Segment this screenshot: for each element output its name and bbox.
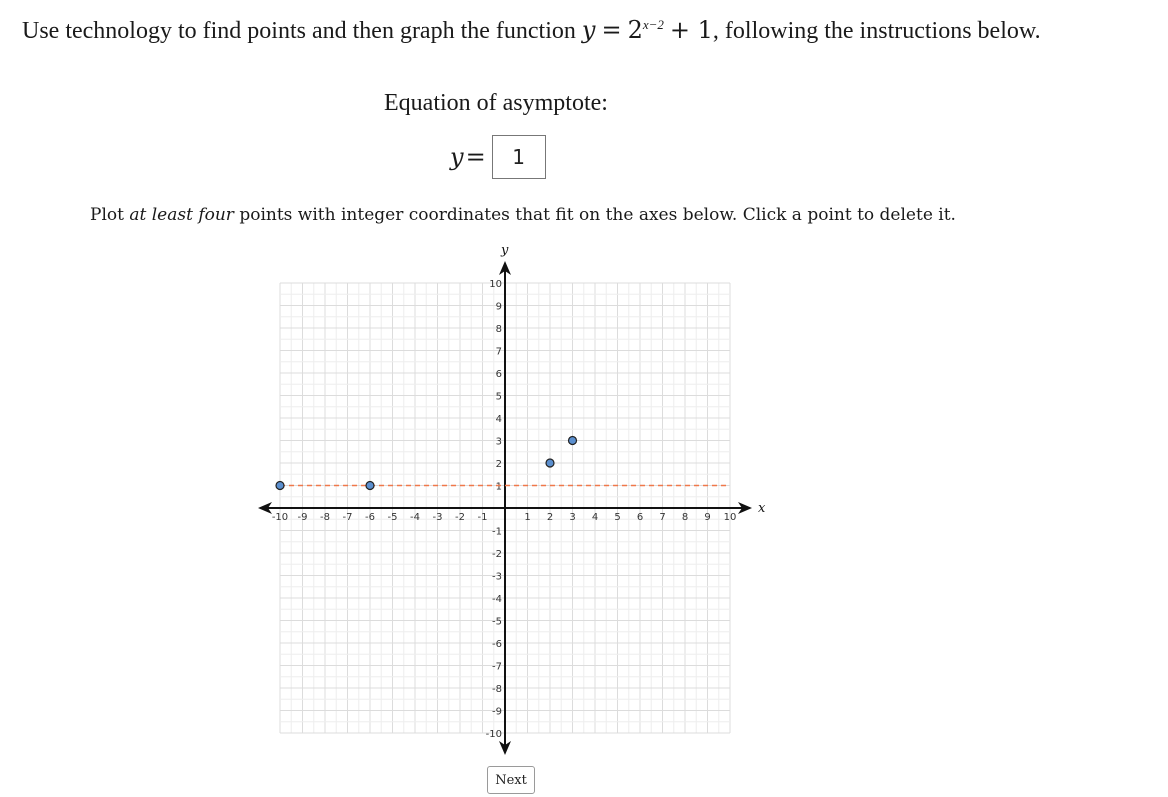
equation-base: 2 <box>627 16 643 44</box>
x-tick-label: -4 <box>410 512 420 523</box>
y-tick-label: -1 <box>492 526 502 538</box>
asymptote-var: y <box>450 143 464 171</box>
coordinate-graph[interactable] <box>250 240 780 760</box>
plot-instructions <box>90 205 956 225</box>
plotted-point[interactable] <box>366 482 374 490</box>
y-tick-label: 8 <box>495 324 502 335</box>
y-tick-label: 4 <box>495 414 502 425</box>
x-tick-label: 4 <box>591 512 599 523</box>
y-tick-label: 1 <box>495 481 502 493</box>
x-tick-label: 1 <box>524 512 531 523</box>
x-tick-label: -3 <box>432 512 443 523</box>
x-axis-label: x <box>758 501 766 516</box>
equation-equals: = <box>601 16 622 44</box>
question-suffix: , following the instructions below. <box>712 18 1041 44</box>
next-button[interactable]: Next <box>487 766 535 794</box>
y-tick-label: -4 <box>492 594 502 605</box>
equation-y: y <box>581 16 596 44</box>
x-tick-label: 8 <box>681 512 689 523</box>
y-tick-label: 9 <box>495 301 502 313</box>
asymptote-equals: = <box>465 143 486 171</box>
x-tick-label: 6 <box>636 512 644 523</box>
plotted-point[interactable] <box>546 459 554 467</box>
instr-emphasis: at least four <box>129 205 234 225</box>
x-tick-label: -1 <box>477 512 488 523</box>
y-tick-label: -7 <box>492 661 502 673</box>
asymptote-label: Equation of asymptote: <box>384 90 608 116</box>
y-tick-label: -6 <box>492 639 502 650</box>
instr-after: points with integer coordinates that fit on the axes below. Click a point to delete it. <box>233 205 956 225</box>
y-tick-label: 6 <box>495 369 502 380</box>
y-tick-label: 5 <box>495 391 502 403</box>
x-tick-label: -5 <box>387 512 398 523</box>
x-tick-label: 5 <box>614 512 621 523</box>
y-tick-label: 3 <box>495 436 502 448</box>
y-tick-label: -8 <box>492 684 502 695</box>
y-tick-label: -2 <box>492 549 502 560</box>
equation-rest: + 1 <box>669 16 713 44</box>
y-axis-label: y <box>501 243 509 258</box>
y-tick-label: 10 <box>489 279 502 290</box>
asymptote-input[interactable]: 1 <box>492 135 546 179</box>
x-tick-label: 10 <box>723 512 737 523</box>
y-tick-label: 7 <box>495 346 502 358</box>
x-tick-label: 7 <box>659 512 666 523</box>
x-tick-label: -10 <box>271 512 289 523</box>
equation-exponent: x−2 <box>642 17 664 32</box>
asymptote-row <box>450 134 546 180</box>
x-tick-label: -9 <box>297 512 308 523</box>
y-tick-label: -9 <box>492 706 502 718</box>
instr-before: Plot <box>90 205 130 225</box>
plotted-point[interactable] <box>569 437 577 445</box>
x-tick-label: 3 <box>569 512 576 523</box>
y-tick-label: 2 <box>495 459 502 470</box>
y-tick-label: -3 <box>492 571 502 583</box>
x-tick-label: -6 <box>365 512 375 523</box>
x-tick-label: -8 <box>320 512 330 523</box>
y-tick-label: -5 <box>492 616 502 628</box>
plotted-point[interactable] <box>276 482 284 490</box>
x-tick-label: 2 <box>546 512 554 523</box>
x-tick-label: 9 <box>704 512 711 523</box>
x-tick-label: -7 <box>342 512 353 523</box>
y-tick-label: -10 <box>485 729 502 740</box>
question-text <box>22 16 1162 45</box>
x-tick-label: -2 <box>455 512 465 523</box>
question-prefix: Use technology to find points and then graph the function <box>22 18 582 44</box>
